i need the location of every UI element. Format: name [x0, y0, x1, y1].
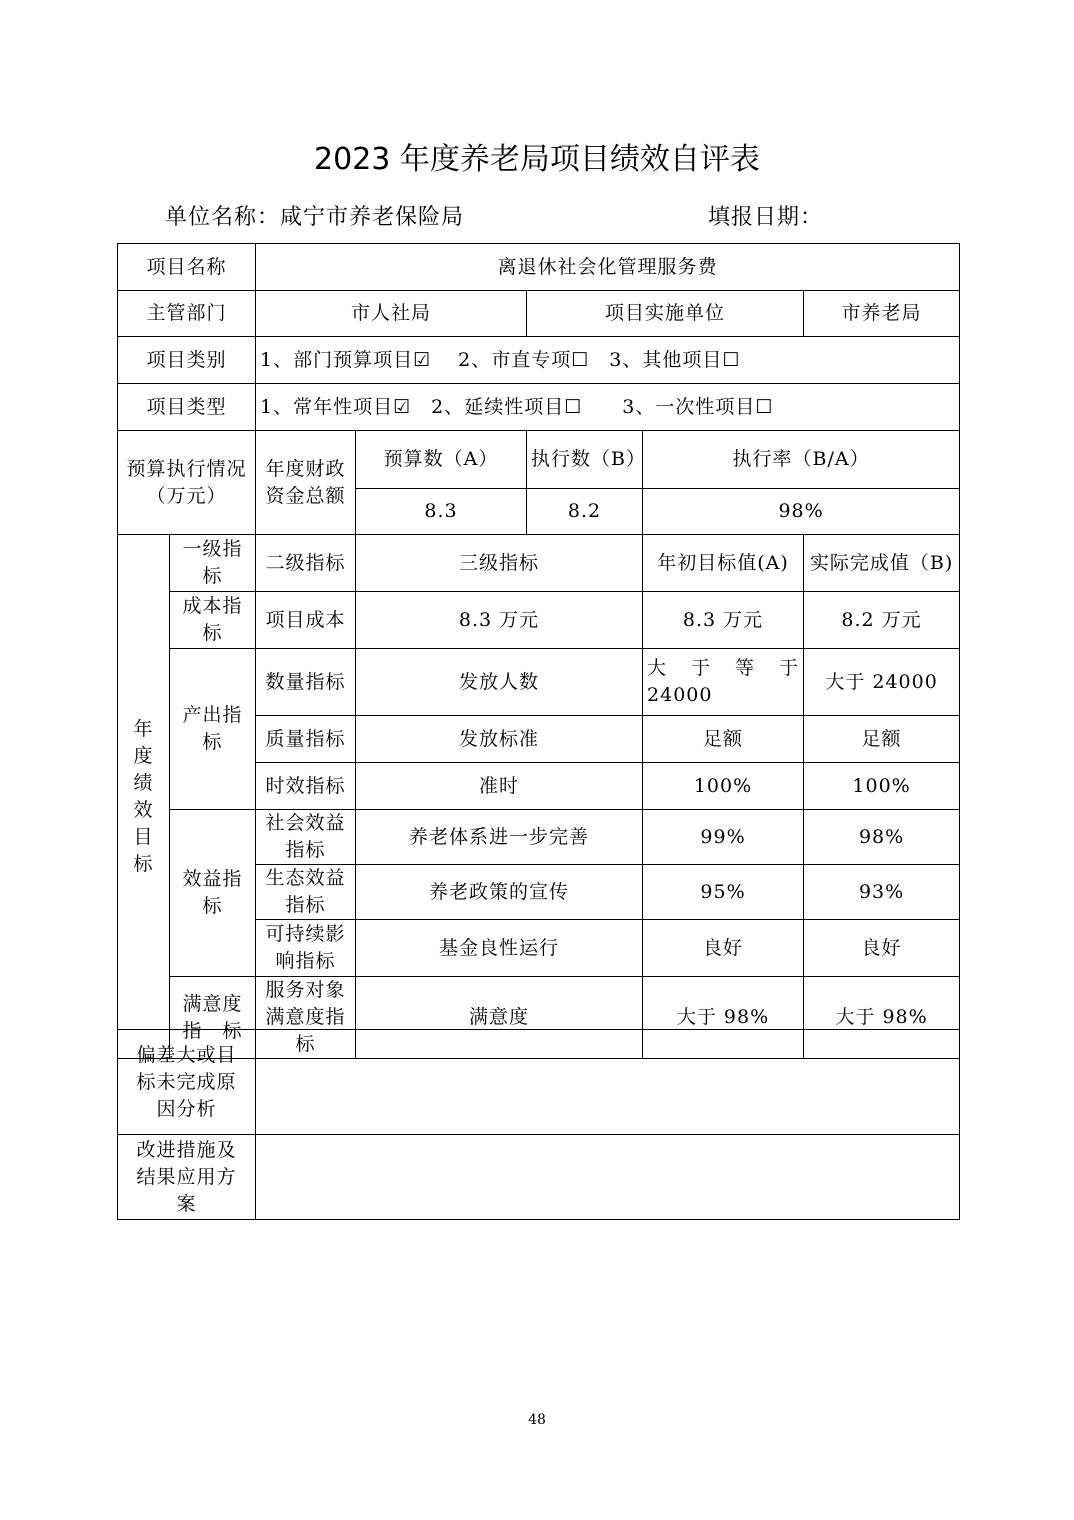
annual-goals-char: 效	[133, 798, 154, 821]
annual-goals-char: 绩	[133, 771, 154, 794]
improvement-value[interactable]	[256, 1135, 960, 1220]
annual-goals-char: 标	[133, 852, 154, 875]
output-actual: 100%	[804, 763, 960, 810]
page-title: 2023 年度养老局项目绩效自评表	[314, 142, 760, 177]
annual-goals-label	[118, 535, 170, 1059]
exec-rate-label: 执行率（B/A）	[643, 431, 960, 489]
exec-amount-value: 8.2	[527, 489, 643, 535]
annual-goals-char: 目	[133, 825, 154, 848]
satisfaction-level1-line1: 满意度	[182, 992, 243, 1015]
level1-header: 一级指标	[170, 535, 256, 592]
dept-value: 市人社局	[256, 291, 527, 337]
satisfaction-level3: 满意度	[356, 977, 643, 1059]
exec-rate-value: 98%	[643, 489, 960, 535]
exec-amount-label: 执行数（B）	[527, 431, 643, 489]
improvement-label: 改进措施及结果应用方案	[118, 1135, 256, 1220]
deviation-value[interactable]	[256, 1030, 960, 1135]
satisfaction-actual: 大于 98%	[804, 977, 960, 1059]
benefit-level2: 可持续影响指标	[256, 920, 356, 977]
unit-name: 单位名称：咸宁市养老保险局	[165, 205, 465, 230]
analysis-table	[117, 1029, 960, 1220]
type-label: 项目类型	[118, 384, 256, 431]
benefit-target: 95%	[643, 865, 804, 920]
satisfaction-level2-line2: 满意度指标	[265, 1006, 346, 1055]
cost-level1: 成本指标	[170, 592, 256, 649]
project-name-label: 项目名称	[118, 244, 256, 291]
benefit-target: 99%	[643, 810, 804, 865]
fill-date: 填报日期：	[708, 205, 824, 230]
actual-header: 实际完成值（B)	[804, 535, 960, 592]
annual-goals-char: 度	[133, 744, 154, 767]
output-target-line1: 大 于 等 于	[647, 657, 800, 679]
project-name-value: 离退休社会化管理服务费	[256, 244, 960, 291]
output-level3: 准时	[356, 763, 643, 810]
budget-amount-label: 预算数（A）	[356, 431, 527, 489]
output-level3: 发放人数	[356, 649, 643, 716]
budget-label: 预算执行情况（万元）	[118, 431, 256, 535]
benefit-level3: 养老政策的宣传	[356, 865, 643, 920]
cost-level3: 8.3 万元	[356, 592, 643, 649]
budget-amount-value: 8.3	[356, 489, 527, 535]
output-level1: 产出指标	[170, 649, 256, 810]
output-level2: 数量指标	[256, 649, 356, 716]
benefit-level2: 社会效益指标	[256, 810, 356, 865]
annual-goals-char: 年	[133, 717, 154, 740]
output-level3: 发放标准	[356, 716, 643, 763]
cost-target: 8.3 万元	[643, 592, 804, 649]
output-level2: 时效指标	[256, 763, 356, 810]
output-target: 足额	[643, 716, 804, 763]
benefit-target: 良好	[643, 920, 804, 977]
benefit-level2: 生态效益指标	[256, 865, 356, 920]
output-target: 100%	[643, 763, 804, 810]
benefit-actual: 93%	[804, 865, 960, 920]
output-actual: 大于 24000	[804, 649, 960, 716]
output-target	[643, 649, 804, 716]
output-actual: 足额	[804, 716, 960, 763]
category-label: 项目类别	[118, 337, 256, 384]
output-target-line2: 24000	[647, 684, 713, 706]
benefit-level1: 效益指标	[170, 810, 256, 977]
impl-unit-label: 项目实施单位	[527, 291, 804, 337]
level3-header: 三级指标	[356, 535, 643, 592]
target-header: 年初目标值(A)	[643, 535, 804, 592]
benefit-level3: 养老体系进一步完善	[356, 810, 643, 865]
output-level2: 质量指标	[256, 716, 356, 763]
impl-unit-value: 市养老局	[804, 291, 960, 337]
fund-total-label: 年度财政资金总额	[256, 431, 356, 535]
level2-header: 二级指标	[256, 535, 356, 592]
cost-level2: 项目成本	[256, 592, 356, 649]
satisfaction-level2-line1: 服务对象	[265, 979, 346, 1001]
satisfaction-level1-line2: 指 标	[182, 1019, 243, 1042]
benefit-actual: 良好	[804, 920, 960, 977]
page-number: 48	[528, 1412, 546, 1428]
benefit-actual: 98%	[804, 810, 960, 865]
deviation-label: 偏差大或目标未完成原因分析	[118, 1030, 256, 1135]
type-value: 1、常年性项目☑ 2、延续性项目☐ 3、一次性项目☐	[256, 384, 960, 431]
category-value: 1、部门预算项目☑ 2、市直专项☐ 3、其他项目☐	[256, 337, 960, 384]
benefit-level3: 基金良性运行	[356, 920, 643, 977]
satisfaction-target: 大于 98%	[643, 977, 804, 1059]
dept-label: 主管部门	[118, 291, 256, 337]
evaluation-table	[117, 243, 960, 1059]
cost-actual: 8.2 万元	[804, 592, 960, 649]
